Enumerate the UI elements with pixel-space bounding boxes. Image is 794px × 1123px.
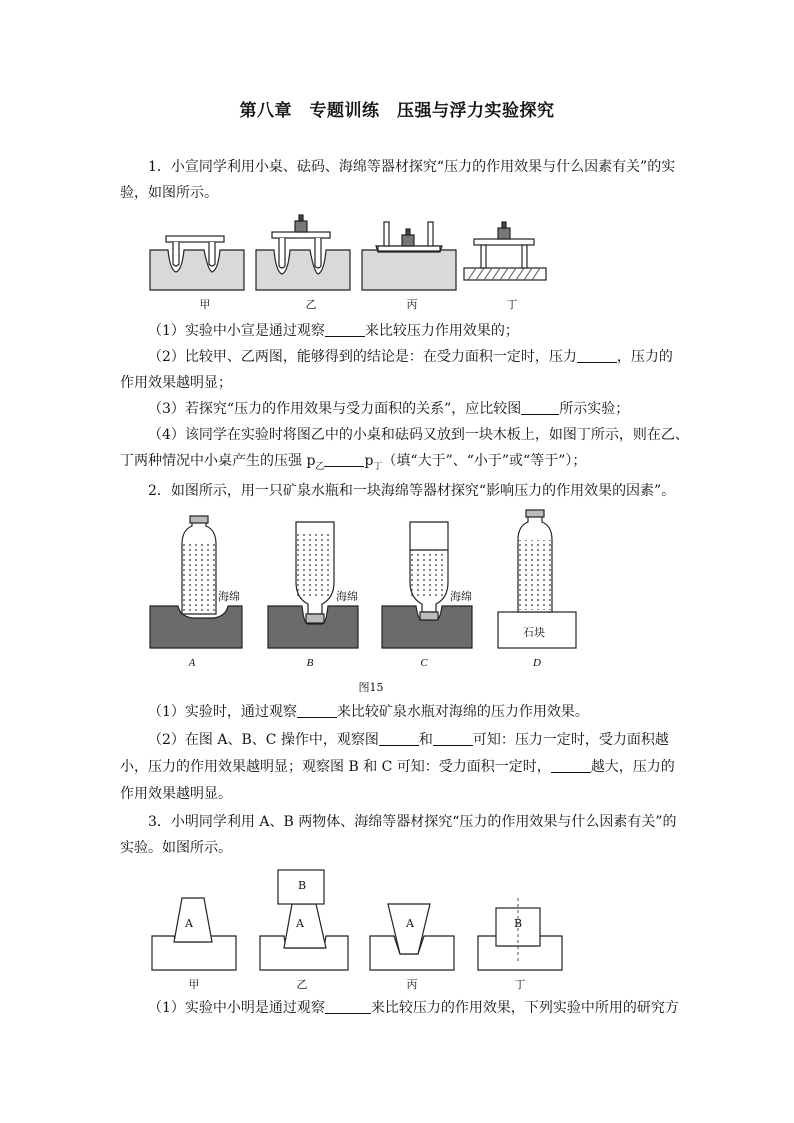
block-a-yi	[284, 904, 326, 948]
answer-blank[interactable]	[325, 999, 371, 1014]
q2-figure-label: 图15	[358, 681, 384, 694]
answer-blank[interactable]	[379, 731, 419, 746]
block-a-label-jia: A	[185, 917, 193, 930]
answer-blank[interactable]	[577, 348, 617, 363]
answer-blank[interactable]	[521, 400, 559, 415]
sponge-label-b: 海绵	[336, 590, 358, 603]
table-top-yi	[272, 232, 330, 238]
answer-blank[interactable]	[551, 758, 591, 773]
weight-yi	[295, 221, 307, 232]
sponge-label-a: 海绵	[218, 590, 240, 603]
q2-figure	[146, 508, 586, 653]
q1-stem-line1: 1．小宣同学利用小桌、砝码、海绵等器材探究“压力的作用效果与什么因素有关”的实	[148, 159, 676, 175]
block-a-label-bing: A	[406, 917, 414, 930]
q2-sub2: （2）在图 A、B、C 操作中，观察图 和 可知：压力一定时，受力面积越	[148, 732, 669, 748]
sponge-yi	[256, 250, 350, 290]
sponge-label-c: 海绵	[450, 590, 472, 603]
block-a-jia	[174, 898, 212, 942]
stone-label: 石块	[523, 626, 545, 639]
page-title: 第八章 专题训练 压强与浮力实验探究	[239, 101, 555, 121]
table-inverted-bing	[378, 246, 440, 251]
q1-caption-ding: 丁	[506, 298, 518, 311]
sponge-bing	[362, 250, 456, 290]
answer-blank[interactable]	[325, 322, 365, 337]
q2-caption-b: B	[306, 657, 314, 669]
weight-bing	[402, 235, 414, 246]
q2-sub2-cont: 小，压力的作用效果越明显；观察图 B 和 C 可知：受力面积一定时， 越大，压力的	[120, 759, 675, 775]
q1-sub2: （2）比较甲、乙两图，能够得到的结论是：在受力面积一定时，压力 ，压力的	[148, 349, 673, 365]
q1-sub3: （3）若探究“压力的作用效果与受力面积的关系”，应比较图 所示实验；	[148, 401, 630, 417]
q3-stem-line2: 实验。如图所示。	[120, 840, 232, 856]
block-b-label-yi: B	[298, 879, 307, 892]
q3-caption-ding: 丁	[514, 978, 526, 991]
q2-stem: 2．如图所示，用一只矿泉水瓶和一块海绵等器材探究“影响压力的作用效果的因素”。	[148, 483, 676, 499]
q2-caption-d: D	[533, 657, 541, 669]
sponge-jia	[150, 250, 244, 290]
q3-caption-bing: 丙	[406, 978, 418, 991]
q1-stem-line2: 验，如图所示。	[120, 185, 218, 201]
table-top-ding	[474, 239, 534, 245]
q3-stem-line1: 3．小明同学利用 A、B 两物体、海绵等器材探究“压力的作用效果与什么因素有关”的	[148, 814, 677, 830]
q3-caption-jia: 甲	[188, 978, 200, 991]
weight-ding	[498, 228, 510, 239]
answer-blank[interactable]	[297, 703, 337, 718]
table-top-jia	[166, 236, 224, 242]
q2-sub2-end: 作用效果越明显。	[120, 786, 232, 802]
q1-caption-yi: 乙	[305, 298, 317, 311]
q2-sub1: （1）实验时，通过观察 来比较矿泉水瓶对海绵的压力作用效果。	[148, 704, 589, 720]
q1-sub4-cont: 丁两种情况中小桌产生的压强 $p_乙$ $p_丁$（填“大于”、“小于”或“等于”）；	[120, 453, 587, 472]
q3-figure	[148, 866, 568, 974]
q1-caption-jia: 甲	[199, 298, 211, 311]
q1-sub4: （4）该同学在实验时将图乙中的小桌和砝码又放到一块木板上，如图丁所示，则在乙、	[148, 427, 689, 443]
q1-sub1: （1）实验中小宣是通过观察 来比较压力作用效果的；	[148, 323, 519, 339]
q2-caption-a: A	[188, 657, 196, 669]
block-b-label-ding: B	[514, 917, 523, 930]
q3-caption-yi: 乙	[296, 978, 308, 991]
q1-caption-bing: 丙	[406, 298, 418, 311]
q3-sub1: （1）实验中小明是通过观察 来比较压力的作用效果，下列实验中所用的研究方	[148, 1000, 679, 1016]
answer-blank[interactable]	[433, 731, 473, 746]
q2-caption-c: C	[420, 657, 428, 669]
q1-figure	[146, 214, 556, 294]
block-a-label-yi: A	[296, 917, 304, 930]
q1-sub2-cont: 作用效果越明显；	[120, 375, 232, 391]
answer-blank[interactable]	[324, 452, 364, 467]
